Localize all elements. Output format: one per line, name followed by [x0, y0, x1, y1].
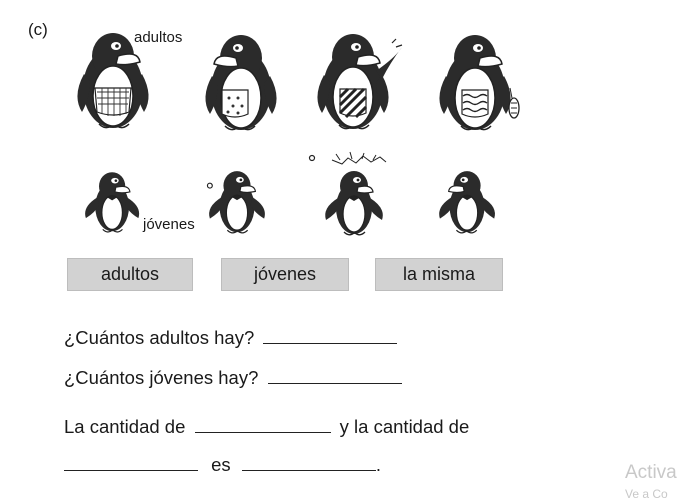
question-3-part-1: La cantidad de — [64, 416, 186, 437]
watermark-line-1: Activa — [625, 462, 677, 483]
answer-blank-5[interactable] — [242, 469, 376, 471]
youth-penguin-1 — [84, 167, 144, 243]
question-3-line-1 — [64, 416, 469, 438]
question-1 — [64, 327, 397, 349]
adult-penguin-2 — [198, 28, 278, 138]
question-3-part-3: es — [211, 454, 231, 475]
word-bank-adultos: adultos — [67, 258, 193, 291]
adults-label: adultos — [134, 29, 183, 46]
answer-blank-1[interactable] — [263, 342, 397, 344]
youth-penguin-2 — [206, 167, 268, 243]
youths-label: jóvenes — [143, 216, 195, 233]
question-3-line-2 — [64, 454, 381, 476]
adult-penguin-4 — [438, 28, 528, 138]
word-bank-la-misma: la misma — [375, 258, 503, 291]
answer-blank-3[interactable] — [195, 431, 331, 433]
youth-penguin-3 — [306, 150, 398, 244]
part-label: (c) — [28, 20, 48, 39]
watermark-line-2: Ve a Co — [625, 487, 668, 501]
question-2-text: ¿Cuántos jóvenes hay? — [64, 367, 259, 388]
question-3-end: . — [375, 454, 381, 475]
youth-penguin-4 — [438, 167, 500, 243]
adult-penguin-3 — [316, 27, 406, 137]
answer-blank-2[interactable] — [268, 382, 402, 384]
answer-blank-4[interactable] — [64, 469, 198, 471]
word-bank-jovenes: jóvenes — [221, 258, 349, 291]
question-1-text: ¿Cuántos adultos hay? — [64, 327, 255, 348]
question-3-part-2: y la cantidad de — [339, 416, 470, 437]
question-2 — [64, 367, 402, 389]
